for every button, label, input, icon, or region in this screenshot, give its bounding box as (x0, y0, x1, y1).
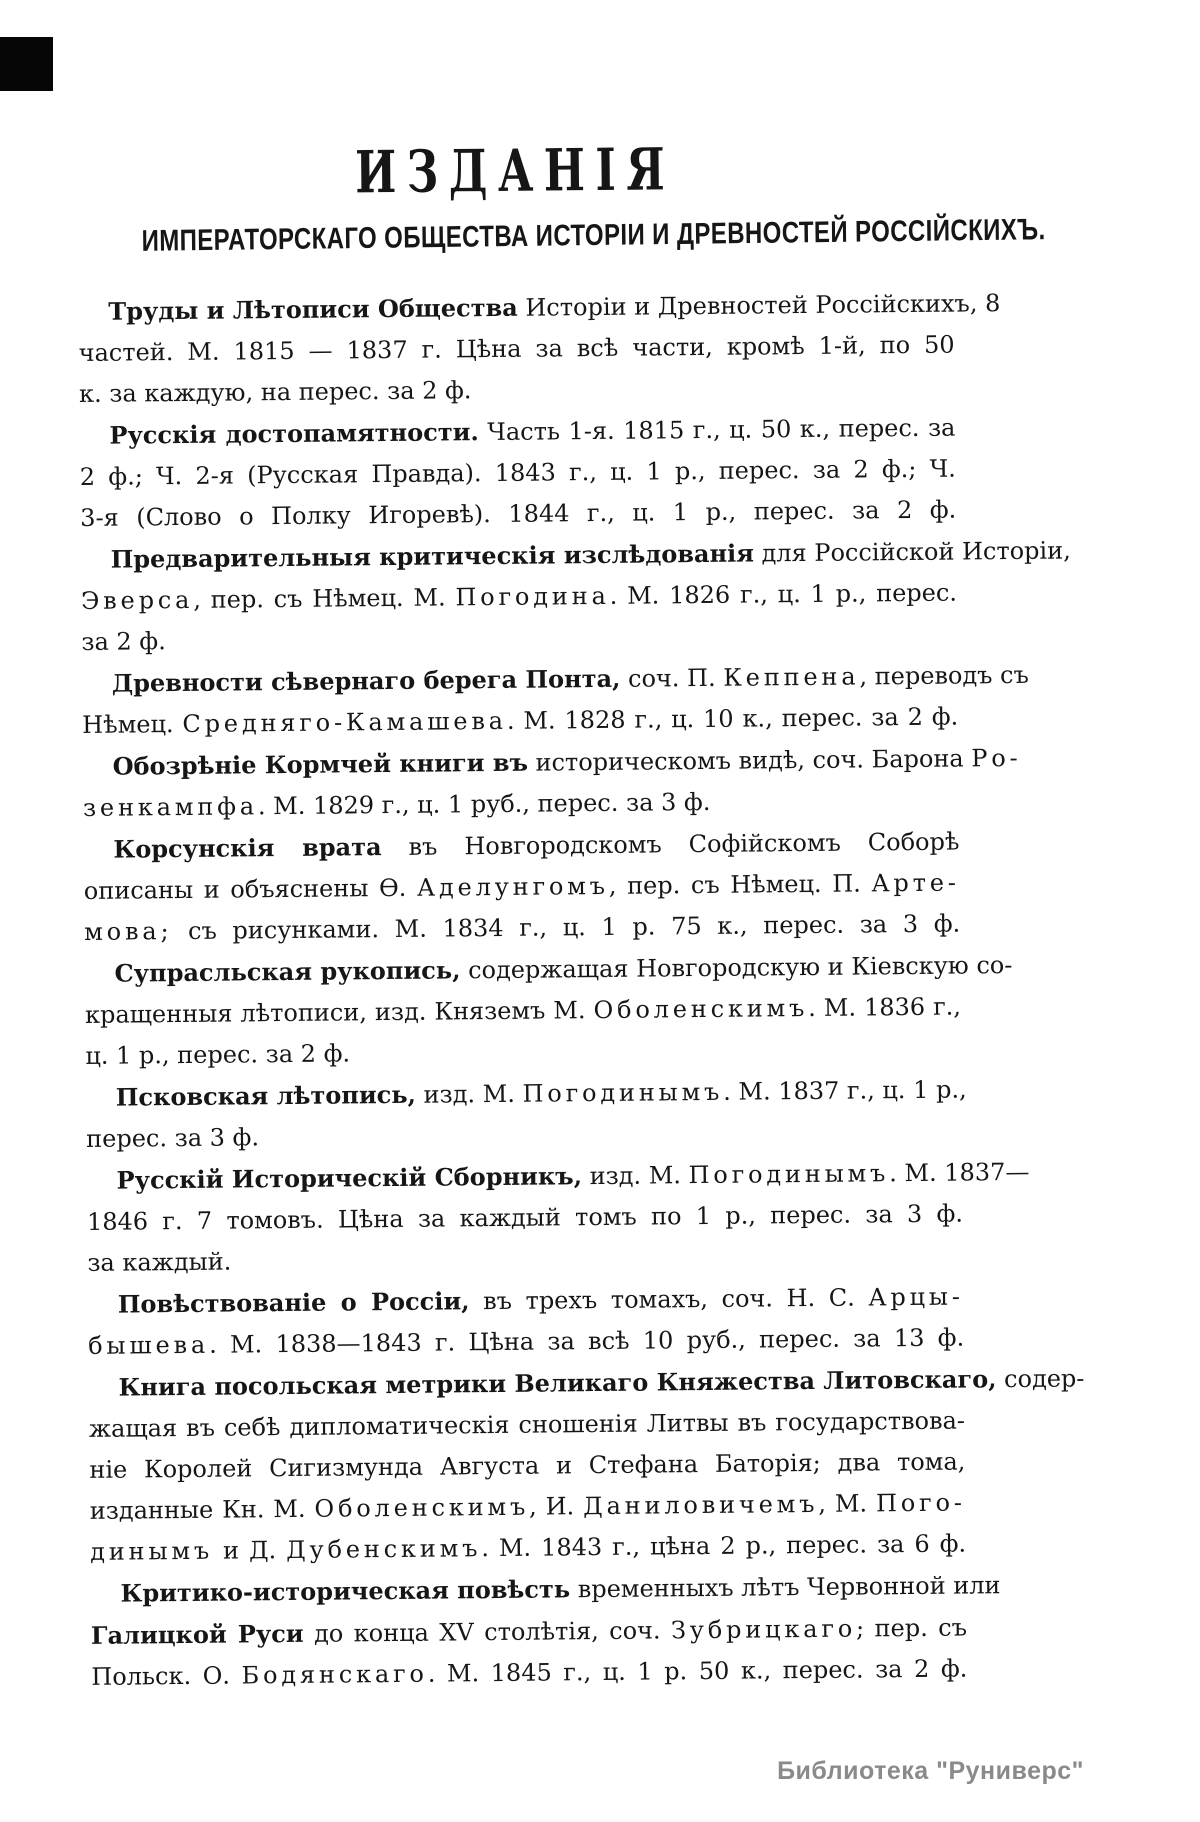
text-line (87, 1194, 963, 1243)
paragraph (86, 1152, 1030, 1284)
text-run: , пер. съ Нѣмец. М. (193, 583, 456, 614)
text-run: изд. М. (581, 1161, 689, 1191)
text-run: для Россійской Исторіи, (753, 536, 1071, 568)
text-run: 1846 г. 7 томовъ. Цѣна за каждый томъ по 1 р., перес. за 3 ф. (86, 1199, 964, 1236)
text-run: Арте- (871, 868, 960, 898)
text-run: Нѣмец. (82, 710, 183, 739)
text-run: . М. 1836 г., (808, 992, 962, 1023)
text-run: Кеппена (723, 662, 860, 692)
text-line (81, 573, 957, 622)
text-run: Критико-историческая повѣсть (120, 1574, 571, 1608)
text-run: Эверса (80, 585, 194, 615)
text-run: , М. (818, 1489, 877, 1518)
text-run: Оболенскимъ (314, 1492, 530, 1523)
text-run: за 2 ф. (81, 627, 166, 656)
paragraph (84, 945, 1013, 1077)
text-run: Корсунскія врата (113, 832, 382, 864)
text-run: зенкампфа (82, 792, 259, 822)
text-run: . М. 1829 г., ц. 1 руб., перес. за 3 ф. (257, 787, 711, 821)
text-run: . М. 1843 г., цѣна 2 р., перес. за 6 ф. (481, 1529, 967, 1563)
text-run: . М. 1838—1843 г. Цѣна за всѣ 10 руб., перес. за 13 ф. (208, 1323, 965, 1359)
text-run: Погодинымъ (688, 1159, 890, 1190)
text-run: динымъ (90, 1536, 214, 1566)
paragraph (88, 1359, 1085, 1573)
text-run: Часть 1-я. 1815 г., ц. 50 к., перес. за (478, 413, 956, 447)
text-line (78, 325, 954, 374)
text-run: Арцы- (868, 1282, 964, 1312)
text-line (82, 738, 1022, 788)
text-run: за каждый. (87, 1247, 232, 1277)
text-run: Русскія достопамятности. (109, 417, 479, 450)
text-run: Древности сѣвернаго берега Понта, (111, 663, 621, 698)
text-run: Обозрѣніе Кормчей книги въ (112, 747, 529, 781)
text-run: 2 ф.; Ч. 2-я (Русская Правда). 1843 г., ц. 1 р., перес. за 2 ф.; Ч. (79, 454, 956, 491)
text-line (91, 1649, 967, 1698)
text-run: содержащая Новгородскую и Кіевскую со- (460, 951, 1013, 985)
paragraph (83, 821, 960, 953)
text-run: жащая въ себѣ дипломатическія сношенія Литвы въ государствова- (88, 1406, 966, 1443)
text-run: соч. П. (620, 663, 724, 693)
paragraph (88, 1276, 965, 1367)
text-run: . М. 1826 г., ц. 1 р., перес. (609, 578, 958, 610)
text-run: въ Новгородскомъ Софійскомъ Соборѣ (381, 827, 960, 862)
text-run: Супрасльская рукопись, (114, 955, 461, 988)
text-run: ; пер. съ (855, 1613, 968, 1643)
text-run: Оболенскимъ (593, 994, 809, 1025)
text-run: частей. М. 1815 — 1837 г. Цѣна за всѣ части, кромѣ 1-й, по 50 (78, 330, 955, 367)
paragraph (86, 1069, 967, 1160)
text-run: Исторіи и Древностей Россійскихъ, 8 (517, 289, 1001, 322)
text-run: Даниловичемъ (583, 1489, 819, 1521)
text-run: Аделунгомъ (416, 871, 609, 902)
text-run: . М. 1828 г., ц. 10 к., перес. за 2 ф. (506, 702, 959, 735)
text-run: и Д. (212, 1536, 287, 1565)
text-run: Ро- (971, 743, 1022, 773)
text-run: Зубрицкаго (670, 1614, 857, 1645)
text-run: Бодянскаго (241, 1659, 428, 1690)
text-run: Погодина (455, 581, 610, 612)
text-run: , пер. съ Нѣмец. П. (608, 869, 872, 900)
text-run: ц. 1 р., перес. за 2 ф. (85, 1039, 351, 1070)
text-run: Псковская лѣтопись, (115, 1079, 417, 1112)
text-run: бышева (88, 1330, 210, 1360)
text-run: Труды и Лѣтописи Общества (108, 292, 518, 326)
text-run: к. за каждую, на перес. за 2 ф. (78, 376, 472, 408)
text-line (85, 987, 961, 1036)
paragraph (80, 531, 1071, 663)
text-run: ніе Королей Сигизмунда Августа и Стефана Баторія; два тома, (89, 1447, 966, 1484)
text-run: историческомъ видѣ, соч. Барона (527, 744, 972, 777)
text-run: изд. М. (415, 1079, 523, 1109)
text-run: кращенныя лѣтописи, изд. Княземъ М. (84, 996, 594, 1029)
text-run: . М. 1837 г., ц. 1 р., (723, 1075, 967, 1106)
text-run: изданные Кн. М. (89, 1494, 315, 1525)
text-run: содер- (996, 1364, 1085, 1394)
text-run: въ трехъ томахъ, соч. Н. С. (469, 1283, 869, 1316)
text-run: Средняго-Камашева (182, 706, 508, 738)
text-run: 3-я (Слово о Полку Игоревѣ). 1844 г., ц. 1 р., перес. за 2 ф. (80, 495, 957, 532)
text-run: мова; (84, 917, 173, 946)
text-run: описаны и объяснены Ѳ. (83, 873, 418, 905)
text-run: съ рисунками. М. 1834 г., ц. 1 р. 75 к., перес. за 3 ф. (172, 909, 961, 946)
paragraph (82, 655, 1029, 746)
text-run: Пого- (875, 1488, 966, 1518)
paragraph (90, 1565, 1001, 1698)
body-text (78, 283, 1085, 1698)
paragraph (82, 738, 1022, 829)
text-run: Повѣствованіе о Россіи, (117, 1286, 470, 1319)
text-run: перес. за 3 ф. (86, 1123, 260, 1153)
paragraph (79, 407, 956, 539)
text-run: Дубенскимъ (286, 1534, 482, 1565)
text-run: до конца XV столѣтія, соч. (303, 1616, 672, 1648)
page-title-row (77, 133, 954, 209)
text-run: . М. 1837— (889, 1157, 1030, 1188)
text-run: Польск. О. (91, 1661, 242, 1691)
text-run: временныхъ лѣтъ Червонной или (569, 1571, 1001, 1604)
page-subtitle: ИМПЕРАТОРСКАГО ОБЩЕСТВА ИСТОРІИ И ДРЕВНОСТЕЙ РОССІЙСКИХЪ. (141, 213, 1046, 258)
text-run: Русскій Историческій Сборникъ, (116, 1161, 583, 1195)
library-watermark: Библиотека "Руниверс" (777, 1757, 1084, 1785)
text-run: , переводъ съ (859, 660, 1029, 691)
page-title: ИЗДАНІЯ (354, 135, 676, 207)
paragraph (78, 283, 1001, 415)
text-run: Галицкой Руси (90, 1618, 304, 1650)
text-line (86, 1069, 967, 1119)
text-run: Книга посольская метрики Великаго Княжества Литовскаго, (118, 1364, 997, 1402)
text-run: Погодинымъ (522, 1077, 724, 1108)
text-run: Предварительныя критическія изслѣдованія (110, 538, 755, 574)
text-run: . М. 1845 г., ц. 1 р. 50 к., перес. за 2 ф. (427, 1654, 968, 1688)
page-subtitle-row (0, 213, 1194, 259)
text-run: , И. (528, 1492, 584, 1521)
